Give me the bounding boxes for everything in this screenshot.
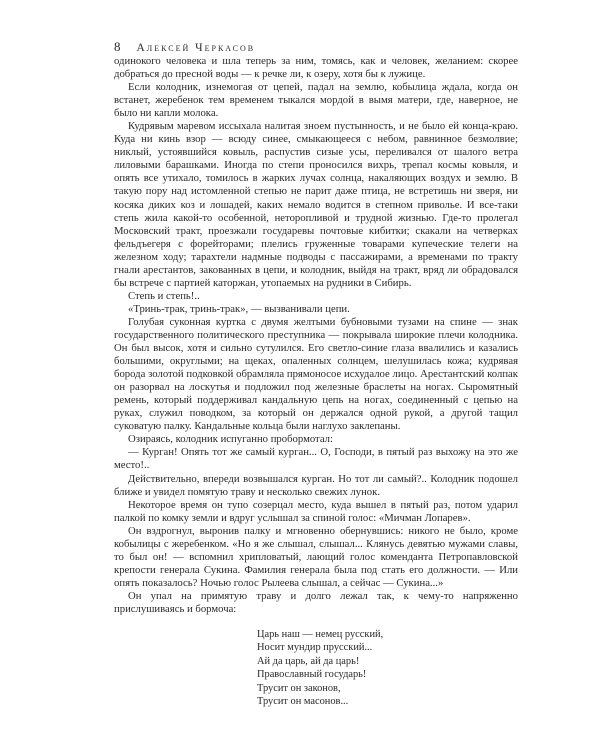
- paragraph: Он вздрогнул, выронив палку и мгновенно обернувшись: никого не было, кроме кобылицы с жеребенком. «Но я же слышал, слышал... Клянусь девятью мужами славы, то был он! — вспомнил хрипловатый, лающий голос коменданта Петропавловской крепости генерала Сукина. Фамилия генерала была под стать его должности. — Или опять показалось? Ночью голос Рылеева слышал, а сейчас — Сукина...»: [114, 524, 518, 589]
- poem-line: Носит мундир прусский...: [257, 642, 373, 654]
- running-header: [114, 39, 255, 55]
- page-number: 8: [114, 39, 121, 54]
- paragraph: Действительно, впереди возвышался курган. Но тот ли самый?.. Колодник подошел ближе и увидел помятую траву и несколько свежих лунок.: [114, 472, 518, 498]
- author-name: Алексей Черкасов: [136, 42, 256, 54]
- body-text: [114, 55, 518, 616]
- poem-line: Трусит он законов,: [257, 682, 341, 694]
- paragraph: Кудрявым маревом иссыхала налитая зноем пустынность, и не было ей конца-краю. Куда ни кинь взор — всюду синее, смыкающееся с небом, равнинное безмолвие; никлый, устоявшийся ковыль, распустив сизые усы, переливался от шалого ветра лиловыми барашками. Иногда по степи проносился вихрь, трепал космы ковыля, и опять все утихало, томилось в жарких лучах солнца, накаляющих воздух и землю. В такую пору над истомленной степью не парит даже птица, не встретишь ни зверя, ни косяка диких коз и лошадей, каких немало водится в степном приволье. И все-таки степь жила какой-то особенной, неторопливой и трудной жизнью. Где-то пролегал Московский тракт, проезжали государевы почтовые кибитки; скакали на четверках фельдъегеря с форейторами; плелись груженные товарами купеческие телеги на железном ходу; тарахтели надмные подводы с пассажирами, а временами по тракту гнали арестантов, закованных в цепи, и колодник, выйдя на тракт, вряд ли обрадовался бы встрече с партией каторжан, утопаемых на рудники в Сибирь.: [114, 120, 518, 289]
- poem-line: Православный государь!: [257, 669, 367, 681]
- poem-line: Ай да царь, ай да царь!: [257, 655, 360, 667]
- paragraph: «Тринь-трак, тринь-трак», — вызванивали цепи.: [128, 302, 350, 315]
- poem-line: Царь наш — немец русский,: [257, 629, 384, 640]
- paragraph: Он упал на примятую траву и долго лежал так, к чему-то напряженно прислушиваясь и бормоча:: [114, 589, 518, 615]
- paragraph: одинокого человека и шла теперь за ним, томясь, как и человек, желанием: скорее добраться до пресной воды — к речке ли, к озеру, хотя бы к лужице.: [114, 55, 518, 81]
- poem-stanza: [257, 628, 383, 708]
- poem-line: Трусит он масонов...: [257, 696, 349, 708]
- paragraph: Некоторое время он тупо созерцал место, куда вышел в пятый раз, потом ударил палкой по комку земли и вдруг услышал за спиной голос: «Мичман Лопарев».: [114, 498, 518, 524]
- paragraph: — Курган! Опять тот же самый курган... О, Господи, в пятый раз выхожу на это же место!..: [114, 446, 518, 472]
- paragraph: Степь и степь!..: [128, 289, 200, 302]
- paragraph: Голубая суконная куртка с двумя желтыми бубновыми тузами на спине — знак государственного политического преступника — покрывала широкие плечи колодника. Он был высок, хотя и сильно сутулился. Его светло-синие глаза ввалились и казались большими, округлыми; на щеках, опаленных солнцем, шелушилась кожа; кудрявая борода золотой подковкой обрамляла прямоносое исхудалое лицо. Арестантский колпак он разорвал на лоскутья и подложил под железные браслеты на ногах. Сыромятный ремень, который поддерживал кандальную цепь на ногах, соединенный с цепью на руках, служил поводком, за который он держался одной рукой, а другой тащил суковатую палку. Кандальные кольца были наглухо заклепаны.: [114, 315, 518, 433]
- paragraph: Озираясь, колодник испуганно пробормотал:: [128, 433, 333, 446]
- paragraph: Если колодник, изнемогая от цепей, падал на землю, кобылица ждала, когда он встанет, жеребенок тем временем тыкался мордой в вымя матери, где, наверное, не было ни капли молока.: [114, 81, 518, 120]
